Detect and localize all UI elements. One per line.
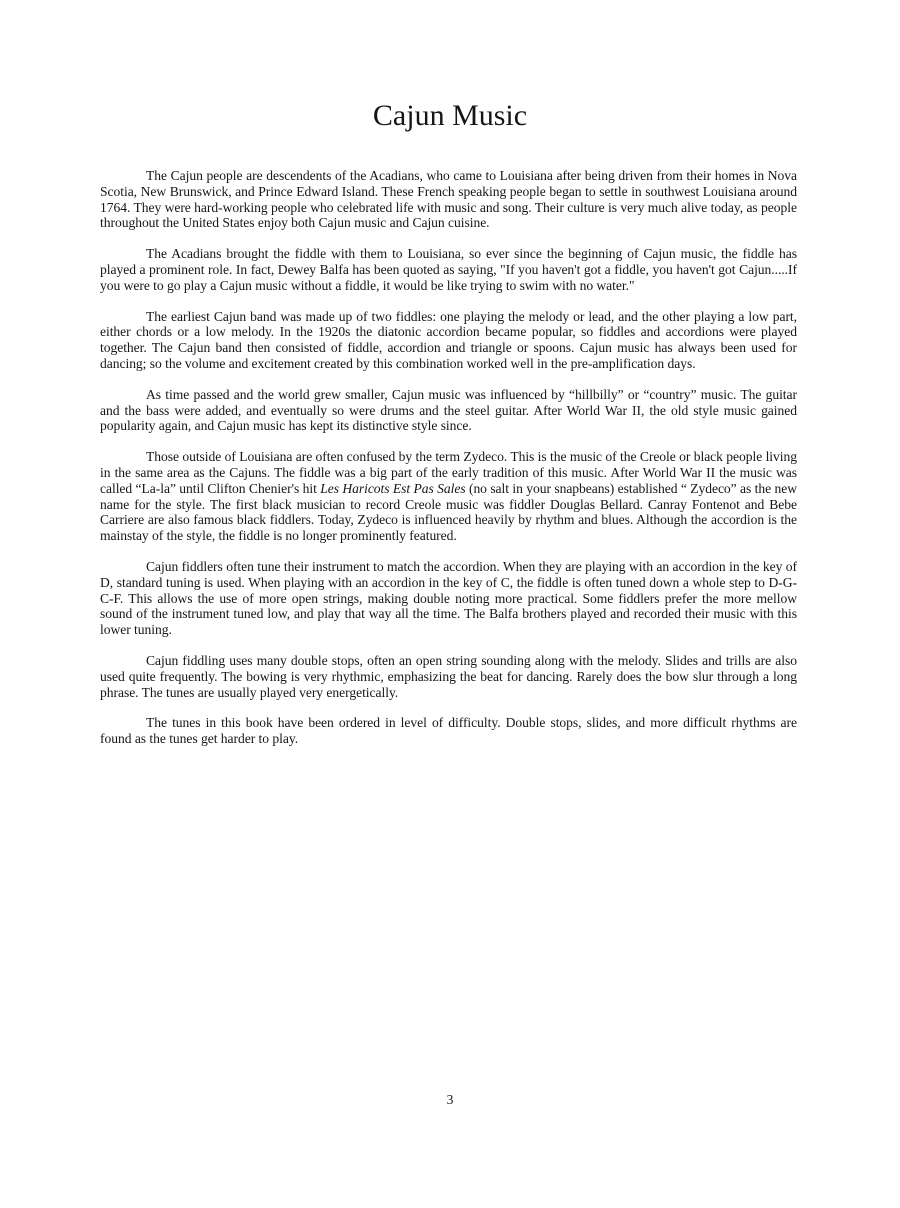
paragraph-earliest-band: The earliest Cajun band was made up of two fiddles: one playing the melody or lead, and the other playing a low part, either chords or a low melody. In the 1920s the diatonic accordion became popular, so fiddles and accordions were played together. The Cajun band then consisted of fiddle, accordion and triangle or spoons. Cajun music has always been used for dancing; so the volume and excitement created by this combination worked well in the pre-amplification days. — [100, 308, 797, 371]
paragraph-zydeco — [100, 449, 797, 544]
paragraph-double-stops: Cajun fiddling uses many double stops, often an open string sounding along with the melody. Slides and trills are also used quite frequently. The bowing is very rhythmic, emphasizing the beat for dancing. Rarely does the bow slur through a long phrase. The tunes are usually played very energetically. — [100, 652, 797, 700]
body-text — [100, 168, 797, 762]
paragraph-tune-order: The tunes in this book have been ordered in level of difficulty. Double stops, slides, and more difficult rhythms are found as the tunes get harder to play. — [100, 715, 797, 747]
paragraph-fiddle-role: The Acadians brought the fiddle with them to Louisiana, so ever since the beginning of Cajun music, the fiddle has played a prominent role. In fact, Dewey Balfa has been quoted as saying, "If you haven't got a fiddle, you haven't got Cajun.....If you were to go play a Cajun music without a fiddle, it would be like trying to swim with no water." — [100, 246, 797, 293]
page-title: Cajun Music — [372, 99, 528, 132]
paragraph-tuning: Cajun fiddlers often tune their instrument to match the accordion. When they are playing with an accordion in the key of D, standard tuning is used. When playing with an accordion in the key of C, the fiddle is often tuned down a whole step to D-G-C-F. This allows the use of more open strings, making double noting more practical. Some fiddlers prefer the more mellow sound of the instrument tuned low, and play that way all the time. The Balfa brothers played and recorded their music with this lower tuning. — [100, 558, 797, 638]
paragraph-country-influence: As time passed and the world grew smaller, Cajun music was influenced by “hillbilly” or “country” music. The guitar and the bass were added, and eventually so were drums and the steel guitar. After World War II, the old style music gained popularity again, and Cajun music has kept its distinctive style since. — [100, 386, 797, 434]
song-title-italic: Les Haricots Est Pas Sales — [320, 480, 466, 496]
zydeco-text-before: Those outside of Louisiana are often confused by the term Zydeco. This is the music of the Creole or black people living in the same area as the Cajuns. The fiddle was a big part of the early tradition of this music. After World War II the music was called “La-la” until Clifton Chenier's hit — [100, 449, 797, 496]
paragraph-acadian-origins: The Cajun people are descendents of the Acadians, who came to Louisiana after being driven from their homes in Nova Scotia, New Brunswick, and Prince Edward Island. These French speaking people began to settle in southwest Louisiana around 1764. They were hard-working people who celebrated life with music and song. Their culture is very much alive today, as people throughout the United States enjoy both Cajun music and Cajun cuisine. — [100, 168, 797, 231]
zydeco-text-after: (no salt in your snapbeans) established “ Zydeco” as the new name for the style. The first black musician to record Creole music was fiddler Douglas Bellard. Canray Fontenot and Bebe Carriere are also famous black fiddlers. Today, Zydeco is influenced heavily by rhythm and blues. Although the accordion is the mainstay of the style, the fiddle is no longer prominently featured. — [100, 480, 797, 544]
page-number: 3 — [446, 1092, 454, 1107]
